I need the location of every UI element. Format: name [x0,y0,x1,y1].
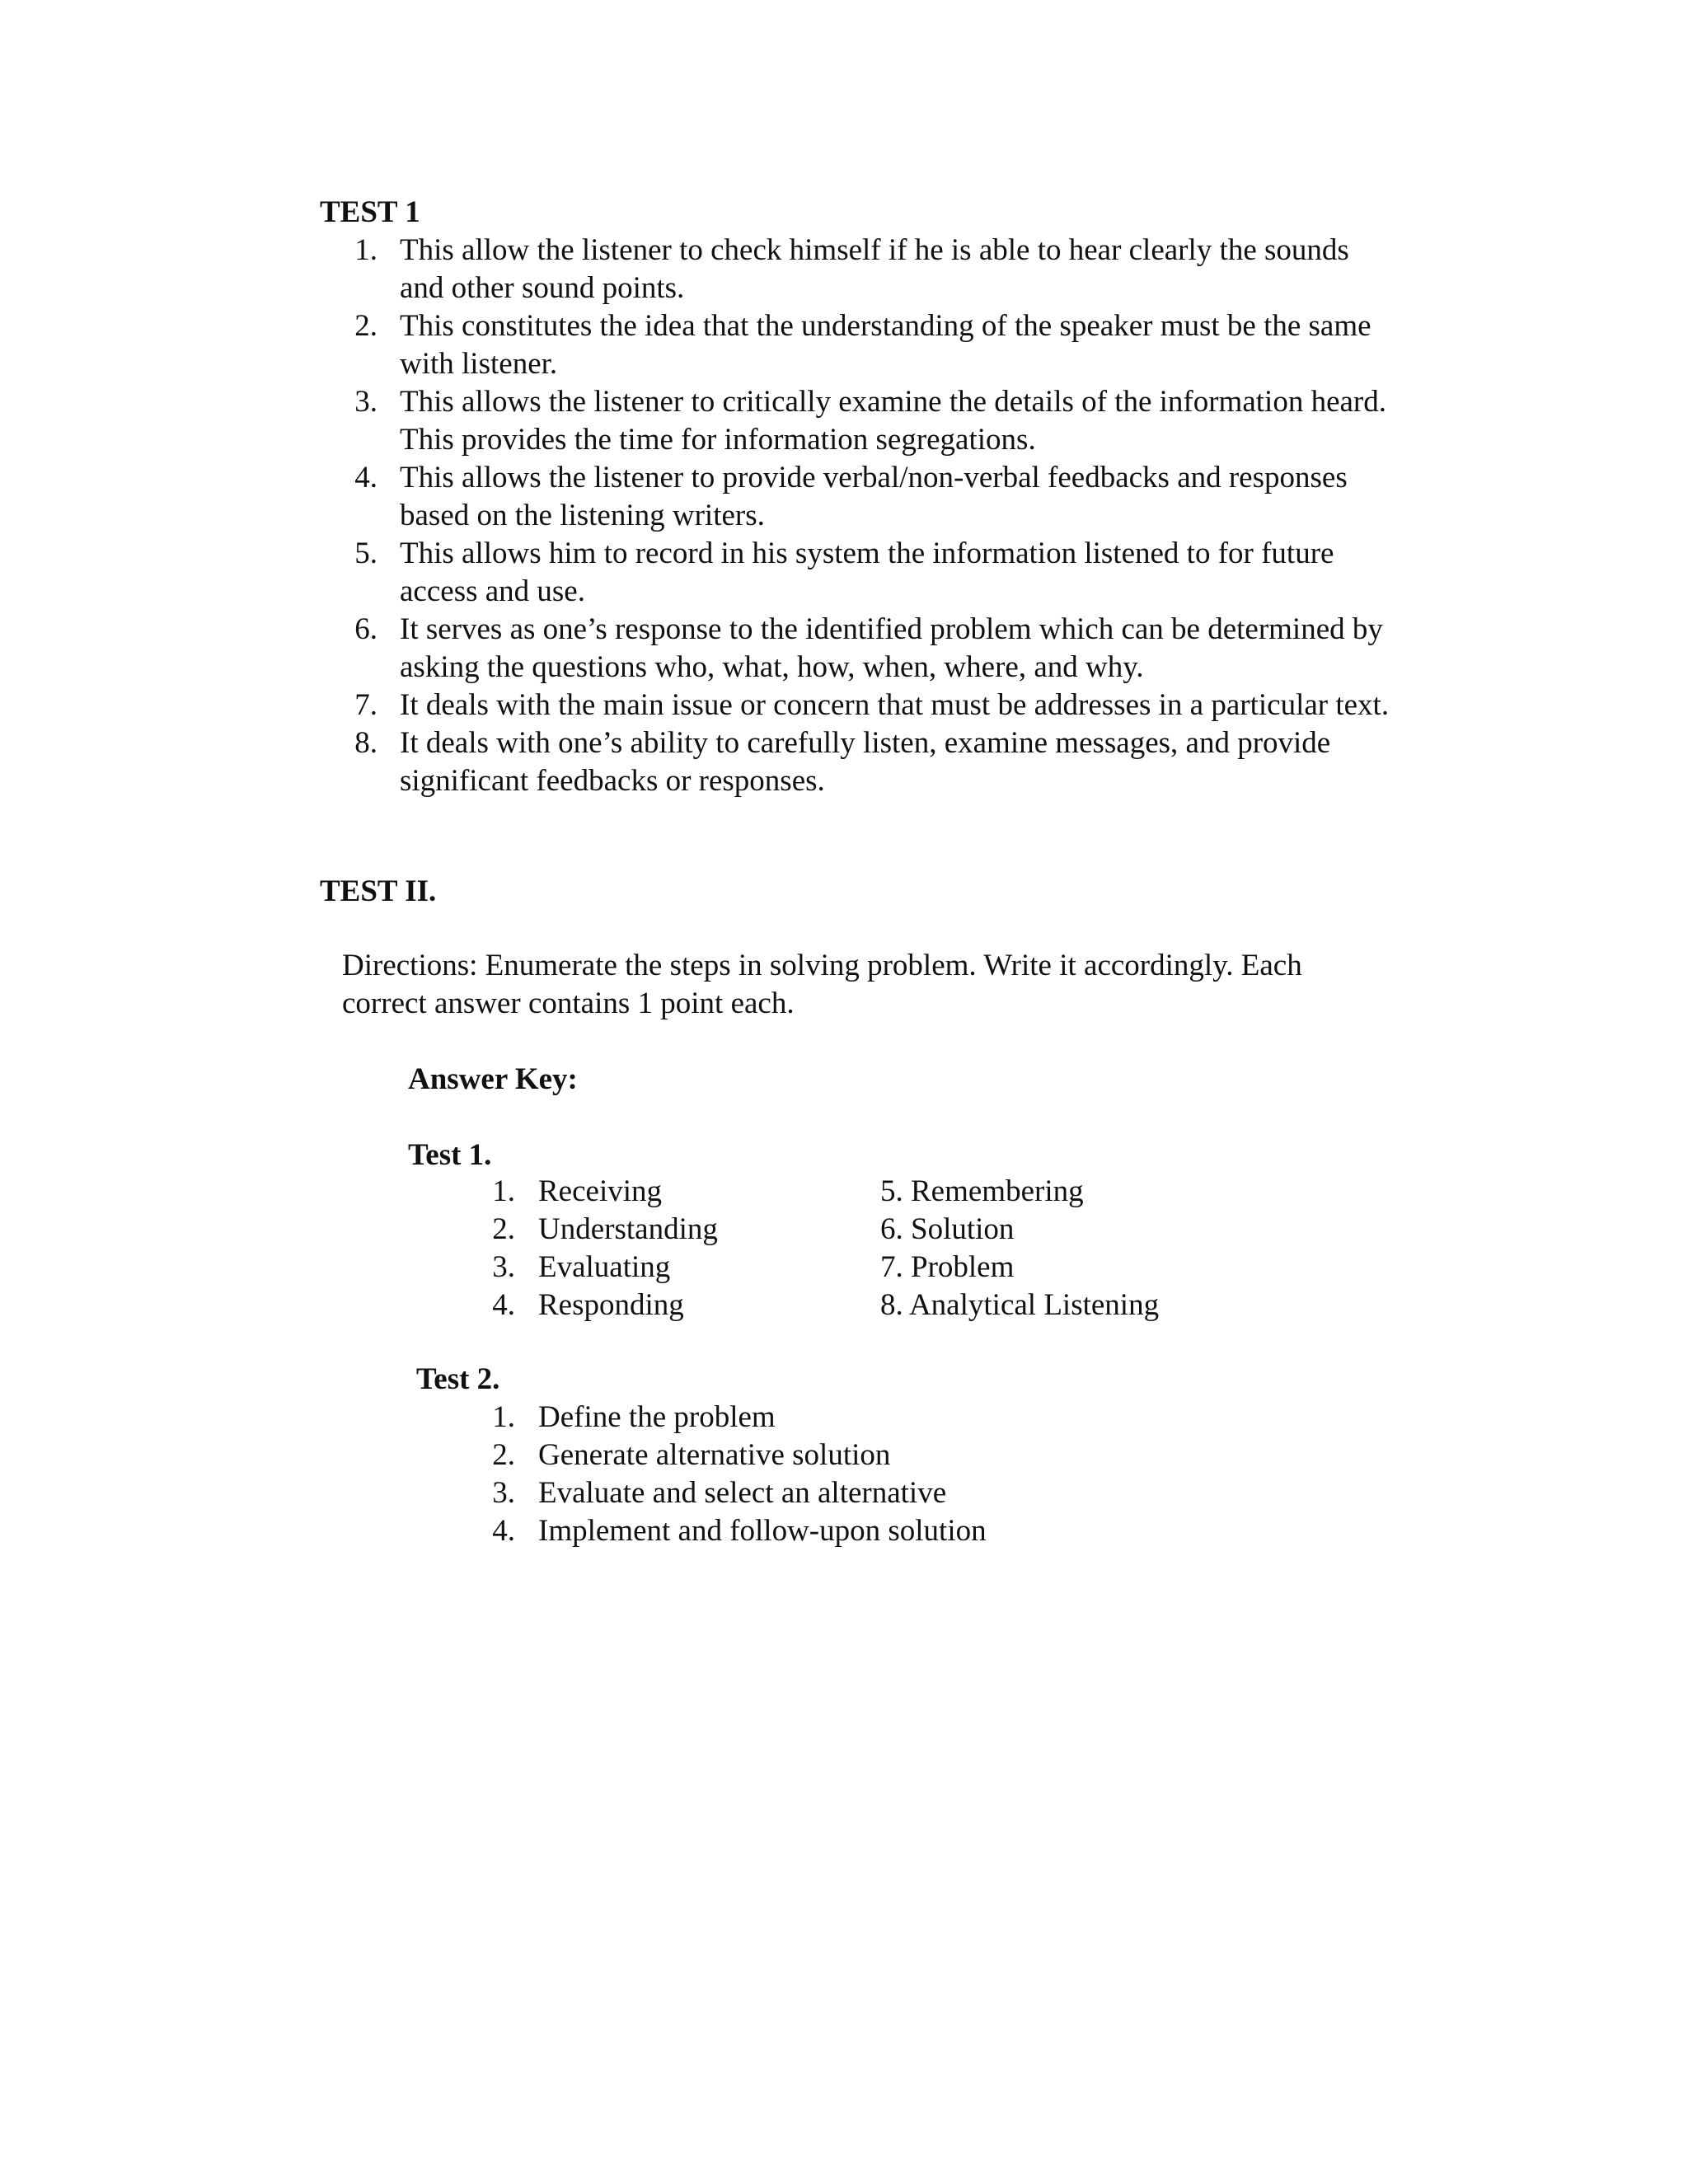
item-text: access and use. [400,574,585,608]
answer-key-test2-heading: Test 2. [416,1362,500,1396]
item-text: This allows him to record in his system the information listened to for future [400,537,1334,570]
item-text: significant feedbacks or responses. [400,764,825,798]
directions-text: Directions: Enumerate the steps in solving problem. Write it accordingly. Each [342,949,1302,982]
directions-text: correct answer contains 1 point each. [342,987,795,1020]
item-text: and other sound points. [400,271,685,305]
item-text: This allow the listener to check himself if he is able to hear clearly the sounds [400,233,1349,267]
item-text: with listener. [400,347,558,381]
item-text: It deals with the main issue or concern that must be addresses in a particular text. [400,688,1390,722]
item-number: 6. [354,612,377,646]
item-text: It serves as one’s response to the identified problem which can be determined by [400,612,1383,646]
item-number: 2. [354,309,377,343]
item-text: based on the listening writers. [400,499,765,532]
test1-heading: TEST 1 [320,195,420,229]
answer-text: Implement and follow-upon solution [538,1514,987,1548]
answer-text: 8. Analytical Listening [880,1288,1160,1322]
answer-number: 3. [492,1250,515,1284]
answer-text: 6. Solution [880,1212,1015,1246]
item-number: 7. [354,688,377,722]
answer-text: Evaluating [538,1250,671,1284]
item-text: This allows the listener to critically examine the details of the information heard. [400,385,1386,419]
answer-text: Receiving [538,1174,663,1208]
answer-number: 2. [492,1438,515,1472]
answer-number: 4. [492,1288,515,1322]
item-number: 5. [354,537,377,570]
item-text: This provides the time for information segregations. [400,423,1036,457]
answer-text: 5. Remembering [880,1174,1084,1208]
answer-text: Define the problem [538,1400,776,1434]
item-text: It deals with one’s ability to carefully listen, examine messages, and provide [400,726,1331,760]
item-text: asking the questions who, what, how, when, where, and why. [400,650,1144,684]
answer-key-heading: Answer Key: [408,1062,578,1096]
item-number: 1. [354,233,377,267]
test2-heading: TEST II. [320,874,437,908]
answer-text: 7. Problem [880,1250,1015,1284]
item-text: This constitutes the idea that the understanding of the speaker must be the same [400,309,1372,343]
answer-text: Generate alternative solution [538,1438,891,1472]
answer-number: 3. [492,1476,515,1510]
item-number: 3. [354,385,377,419]
item-number: 8. [354,726,377,760]
answer-number: 1. [492,1400,515,1434]
item-number: 4. [354,461,377,494]
answer-text: Responding [538,1288,684,1322]
answer-text: Understanding [538,1212,718,1246]
answer-key-test1-heading: Test 1. [408,1138,492,1172]
item-text: This allows the listener to provide verbal/non-verbal feedbacks and responses [400,461,1348,494]
answer-number: 4. [492,1514,515,1548]
answer-number: 1. [492,1174,515,1208]
answer-text: Evaluate and select an alternative [538,1476,947,1510]
answer-number: 2. [492,1212,515,1246]
